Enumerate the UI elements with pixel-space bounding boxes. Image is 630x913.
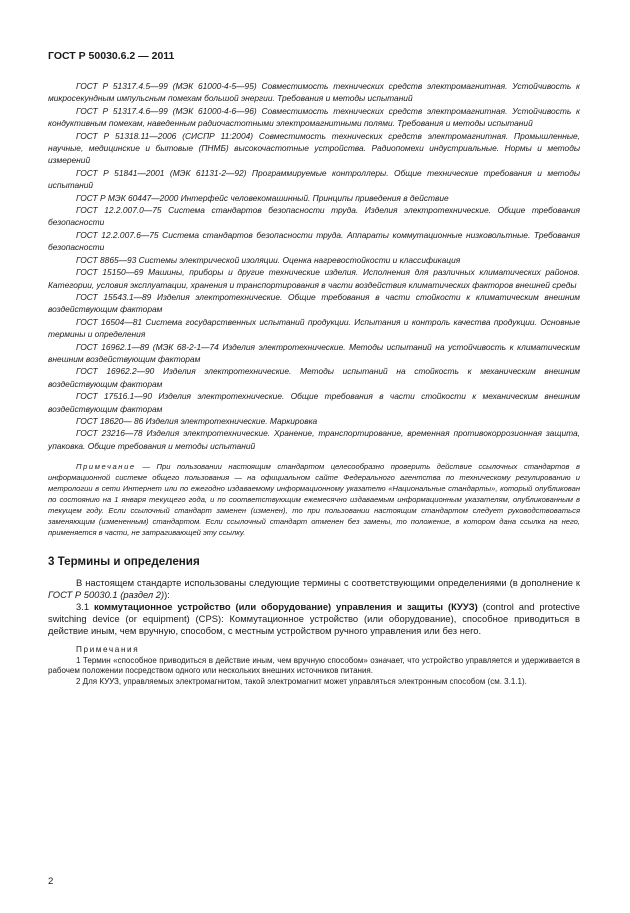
reference-item: ГОСТ Р 51841—2001 (МЭК 61131-2—92) Программируемые контроллеры. Общие технические требования и методы испытаний (48, 167, 580, 191)
intro-text: В настоящем стандарте использованы следующие термины с соответствующими определениями (в дополнение к (76, 576, 580, 588)
note-item: 1 Термин «способное приводиться в действие иным, чем вручную способом» означает, что устройство управляется и удерживается в рабочем положении посредством одного или нескольких внешних источников питания. (48, 655, 580, 675)
section-title: 3 Термины и определения (48, 554, 200, 568)
intro-tail: ): (164, 588, 170, 600)
page-content (48, 80, 580, 688)
reference-item: ГОСТ 12.2.007.0—75 Система стандартов безопасности труда. Изделия электротехнические. Общие требования безопасности (48, 205, 580, 228)
reference-item: ГОСТ 18620— 86 Изделия электротехнические. Маркировка (76, 415, 318, 426)
reference-item: ГОСТ Р МЭК 60447—2000 Интерфейс человекомашинный. Принципы приведения в действие (76, 192, 449, 203)
reference-item: ГОСТ 8865—93 Системы электрической изоляции. Оценка нагревостойкости и классификация (76, 254, 461, 265)
reference-item: ГОСТ 17516.1—90 Изделия электротехнические. Общие требования в части стойкости к механическим внешним воздействующим факторам (48, 391, 580, 414)
term-text: (control and protective switching device (or equipment) (CPS): Коммутационное устройство (или оборудование), способное приводиться в действие иным, чем вручную, способом, с местным устройством ручного управления или без него. (48, 600, 580, 637)
page-header-standard: ГОСТ Р 50030.6.2 — 2011 (48, 50, 175, 62)
reference-item: ГОСТ Р 51317.4.6—99 (МЭК 61000-4-6—96) Совместимость технических средств электромагнитная. Устойчивость к кондуктивным помехам, наведенным радиочастотными электромагнитными полями. Требования и методы испытаний (48, 105, 580, 129)
normative-references-list (48, 80, 580, 452)
reference-item: ГОСТ 16962.2—90 Изделия электротехнические. Методы испытаний на стойкость к механическим внешним воздействующим факторам (48, 366, 580, 389)
reference-item: ГОСТ 15543.1—89 Изделия электротехнические. Общие требования в части стойкости к климатическим внешним воздействующим факторам (48, 291, 580, 315)
reference-item: ГОСТ Р 51317.4.5—99 (МЭК 61000-4-5—95) Совместимость технических средств электромагнитная. Устойчивость к микросекундным импульсным помехам большой энергии. Требования и методы испытаний (48, 81, 580, 104)
term-title: коммутационное устройство (или оборудование) управления и защиты (КУУЗ) (93, 600, 478, 612)
reference-item: ГОСТ 16962.1—89 (МЭК 68-2-1—74 Изделия электротехнические. Методы испытаний на устойчивость к климатическим внешним воздействующим факторам (48, 341, 580, 364)
section-intro (48, 577, 580, 601)
notes-heading: Примечания (76, 644, 140, 654)
note-label: Примечание (76, 462, 136, 472)
term-number: 3.1 (76, 600, 94, 612)
reference-item: ГОСТ 15150—69 Машины, приборы и другие технические изделия. Исполнения для различных климатических районов. Категории, условия эксплуатации, хранения и транспортирования в части воздействия климатических факторов внешней среды (48, 267, 580, 290)
reference-item: ГОСТ Р 51318.11—2006 (СИСПР 11:2004) Совместимость технических средств электромагнитная. Промышленные, научные, медицинские и бытовые (ПНМБ) высокочастотные устройства. Радиопомехи индустриальные. Нормы и методы измерений (48, 130, 580, 166)
reference-item: ГОСТ 16504—81 Система государственных испытаний продукции. Испытания и контроль качества продукции. Основные термины и определения (48, 316, 580, 340)
reference-item: ГОСТ 12.2.007.6—75 Система стандартов безопасности труда. Аппараты коммутационные низковольтные. Требования безопасности (48, 229, 580, 253)
reference-note (48, 462, 580, 538)
reference-item: ГОСТ 23216—78 Изделия электротехнические. Хранение, транспортирование, временная противокоррозионная защита, упаковка. Общие требования и методы испытаний (48, 428, 580, 451)
intro-reference: ГОСТ Р 50030.1 (раздел 2) (48, 588, 165, 600)
term-definition (48, 601, 580, 638)
page-number: 2 (48, 876, 54, 887)
note-text: — При пользовании настоящим стандартом целесообразно проверить действие ссылочных стандартов в информационной системе общего пользования — на официальном сайте Федерального агентства по техническому регулированию и метрологии в сети Интернет или по ежегодно издаваемому информационному указателю «Национальные стандарты», который опубликован по состоянию на 1 января текущего года, и по соответствующим ежемесячно издаваемым информационным указателям, опубликованным в текущем году. Если ссылочный стандарт заменен (изменен), то при пользовании настоящим стандартом следует руководствоваться заменяющим (измененным) стандартом. Если ссылочный стандарт отменен без замены, то положение, в котором дана ссылка на него, применяется в части, не затрагивающей эту ссылку. (48, 462, 580, 537)
note-item: 2 Для КУУЗ, управляемых электромагнитом, такой электромагнит может управляться электронным способом (см. 3.1.1). (76, 676, 527, 686)
